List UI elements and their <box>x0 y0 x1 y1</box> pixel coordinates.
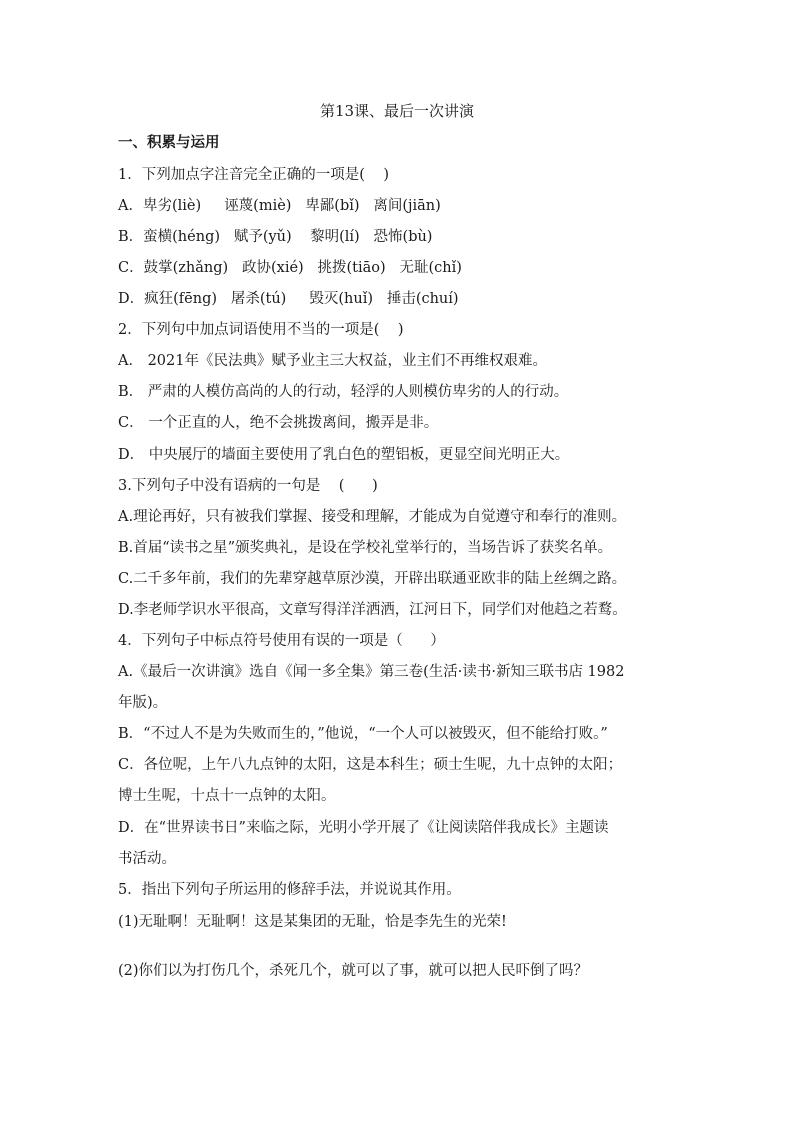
q5-sentence-2: (2)你们以为打伤几个，杀死几个，就可以了事，就可以把人民吓倒了吗？ <box>118 963 589 979</box>
q5-stem: 5．指出下列句子所运用的修辞手法，并说说其作用。 <box>118 882 461 898</box>
q4-option-c-line1: C．各位呢，上午八九点钟的太阳，这是本科生；硕士生呢，九十点钟的太阳； <box>118 757 623 773</box>
q1-stem: 1．下列加点字注音完全正确的一项是( ) <box>118 167 389 183</box>
q4-option-d-line2: 书活动。 <box>118 851 176 867</box>
q2-option-c: C． 一个正直的人，绝不会挑拨离间，搬弄是非。 <box>118 415 439 431</box>
q4-stem: 4．下列句子中标点符号使用有误的一项是（ ） <box>118 633 445 649</box>
q4-option-a-line2: 年版)。 <box>118 695 168 711</box>
q3-option-a: A.理论再好，只有被我们掌握、接受和理解，才能成为自觉遵守和奉行的准则。 <box>118 509 627 525</box>
q4-option-b: B．“不过人不是为失败而生的，”他说，“一个人可以被毁灭，但不能给打败。” <box>118 726 608 742</box>
q3-option-d: D.李老师学识水平很高，文章写得洋洋洒洒，江河日下，同学们对他趋之若鹜。 <box>118 602 627 618</box>
q2-stem: 2．下列句中加点词语使用不当的一项是( ) <box>118 322 404 338</box>
q2-option-a: A． 2021年《民法典》赋予业主三大权益，业主们不再维权艰难。 <box>118 353 547 369</box>
q3-option-c: C.二千多年前，我们的先辈穿越草原沙漠，开辟出联通亚欧非的陆上丝绸之路。 <box>118 571 627 587</box>
q3-option-b: B.首届“读书之星”颁奖典礼，是设在学校礼堂举行的，当场告诉了获奖名单。 <box>118 540 613 556</box>
lesson-title: 第13课、最后一次讲演 <box>319 102 475 120</box>
q2-option-d: D． 中央展厅的墙面主要使用了乳白色的塑铝板，更显空间光明正大。 <box>118 447 570 463</box>
q1-option-d: D．疯狂(fēng) 屠杀(tú) 毁灭(huǐ) 捶击(chuí) <box>118 291 459 307</box>
q4-option-a-line1: A.《最后一次讲演》选自《闻一多全集》第三卷(生活·读书·新知三联书店 1982 <box>118 664 625 680</box>
q1-option-b: B．蛮横(héng) 赋予(yǔ) 黎明(lí) 恐怖(bù) <box>118 229 433 245</box>
q5-sentence-1: (1)无耻啊！无耻啊！这是某集团的无耻，恰是李先生的光荣! <box>118 914 507 930</box>
q1-option-c: C．鼓掌(zhǎng) 政协(xié) 挑拨(tiāo) 无耻(chǐ) <box>118 260 462 276</box>
q1-option-a: A．卑劣(liè) 诬蔑(miè) 卑鄙(bǐ) 离间(jiān) <box>118 198 441 214</box>
q4-option-d-line1: D．在“世界读书日”来临之际，光明小学开展了《让阅读陪伴我成长》主题读 <box>118 820 609 836</box>
q2-option-b: B． 严肃的人模仿高尚的人的行动，轻浮的人则模仿卑劣的人的行动。 <box>118 384 569 400</box>
q3-stem: 3.下列句子中没有语病的一句是 ( ) <box>118 478 378 494</box>
section-heading: 一、积累与运用 <box>118 134 220 151</box>
q4-option-c-line2: 博士生呢，十点十一点钟的太阳。 <box>118 788 336 804</box>
